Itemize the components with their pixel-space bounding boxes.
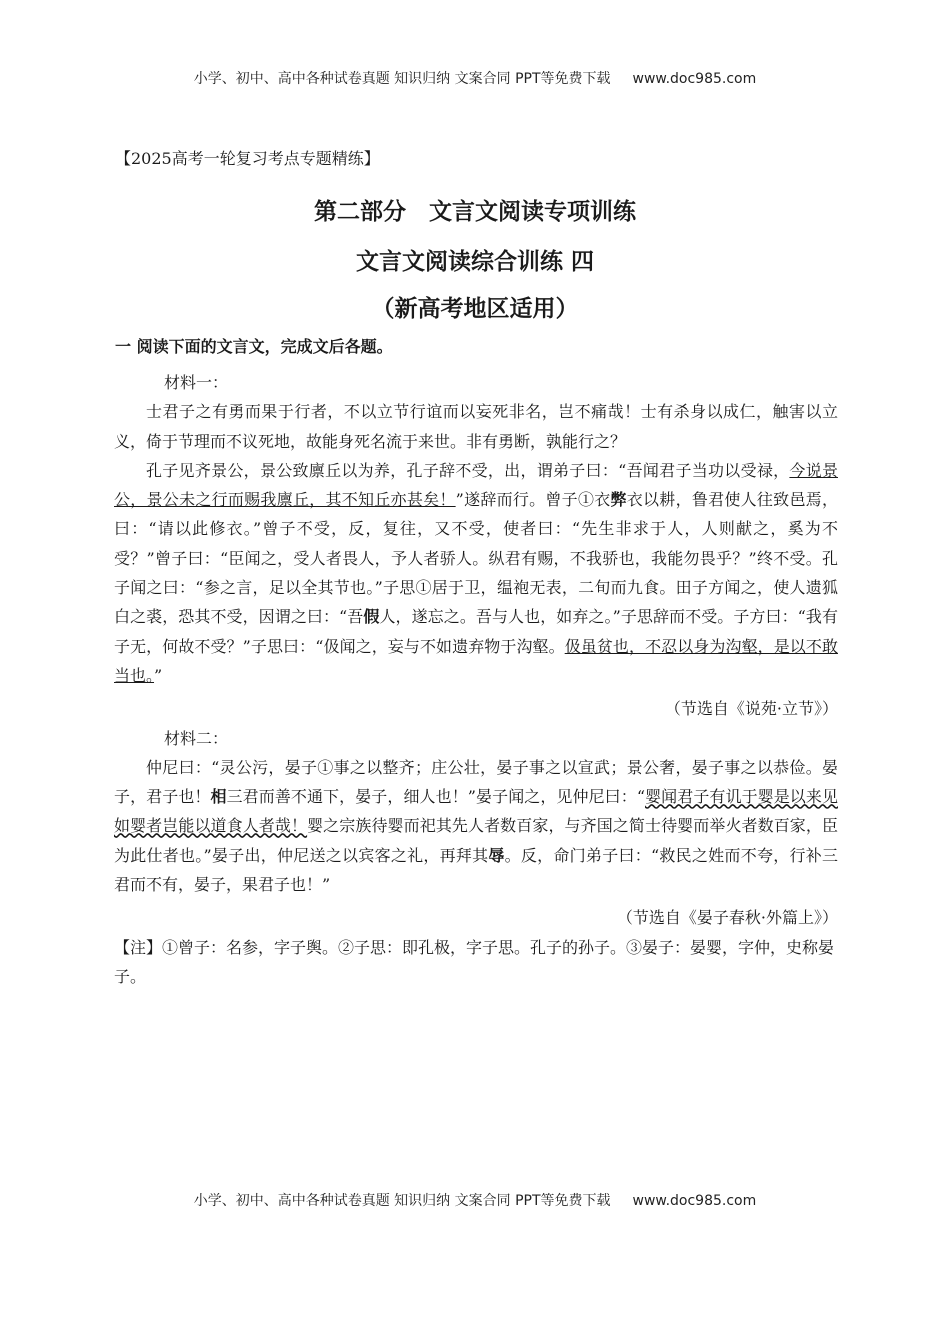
series-label: 【2025高考一轮复习考点专题精练】	[115, 149, 380, 168]
page-footer	[0, 1190, 950, 1210]
dotted-word-jia: 假	[363, 607, 380, 627]
annotation-note: 【注】①曾子：名参，字子舆。②子思：即孔极，字子思。孔子的孙子。③晏子：晏婴，字仲，史称晏子。	[114, 937, 835, 986]
region-subtitle: （新高考地区适用）	[371, 296, 579, 322]
page-header	[0, 68, 950, 88]
footer-url[interactable]: www.doc985.com	[632, 1193, 757, 1209]
wavy-underlined-sentence: 婴闻君子有讥于婴是以来见如婴者岂能以道食人者哉！	[114, 787, 838, 836]
material-1-source: （节选自《说苑·立节》）	[664, 699, 838, 719]
material-2-source: （节选自《晏子春秋·外篇上》）	[616, 908, 838, 928]
material-2-paragraph: 仲尼曰：“灵公污，晏子①事之以整齐；庄公壮，晏子事之以宣武；景公奢，晏子事之以恭俭。晏子，君子也！相三君而善不通下，晏子，细人也！”晏子闻之，见仲尼曰：“婴闻君子有讥于婴是以来见如婴者岂能以道食人者哉！婴之宗族待婴而祀其先人者数百家，与齐国之简士待婴而举火者数百家，臣为此仕者也。”晏子出，仲尼送之以宾客之礼，再拜其辱。反，命门弟子曰：“救民之姓而不夸，行补三君而不有，晏子，果君子也！”	[114, 757, 838, 895]
dotted-word-xiang: 相	[210, 787, 227, 807]
material-1-label: 材料一：	[164, 373, 229, 392]
underlined-sentence-1: 今说景公，景公未之行而赐我廪丘，其不知丘亦甚矣！	[114, 460, 838, 510]
material-2-label: 材料二：	[164, 728, 229, 748]
material-1-paragraph-1: 士君子之有勇而果于行者，不以立节行谊而以妄死非名，岂不痛哉！士有杀身以成仁，触害以立义，倚于节理而不议死地，故能身死名流于来世。非有勇断，孰能行之？	[114, 402, 838, 451]
training-title: 文言文阅读综合训练 四	[355, 249, 594, 275]
underlined-sentence-2: 伋虽贫也，不忍以身为沟壑，是以不敢当也。	[114, 636, 838, 685]
part-title: 第二部分 文言文阅读专项训练	[314, 199, 636, 225]
dotted-word-bi: 弊	[610, 490, 627, 510]
dotted-word-ru: 辱	[488, 845, 505, 865]
passage-body	[114, 368, 838, 991]
header-text: 小学、初中、高中各种试卷真题 知识归纳 文案合同 PPT等免费下载	[193, 71, 611, 87]
footer-text: 小学、初中、高中各种试卷真题 知识归纳 文案合同 PPT等免费下载	[193, 1193, 611, 1209]
material-1-paragraph-2: 孔子见齐景公，景公致廪丘以为养，孔子辞不受，出，谓弟子曰：“吾闻君子当功以受禄，今说景公，景公未之行而赐我廪丘，其不知丘亦甚矣！”遂辞而行。曾子①衣弊衣以耕，鲁君使人往致邑焉，曰：“请以此修衣。”曾子不受，反，复往，又不受，使者曰：“先生非求于人，人则献之，奚为不受？”曾子曰：“臣闻之，受人者畏人，予人者骄人。纵君有赐，不我骄也，我能勿畏乎？”终不受。孔子闻之曰：“参之言，足以全其节也。”子思①居于卫，缊袍无表，二旬而九食。田子方闻之，使人遗狐白之裘，恐其不受，因谓之曰：“吾假人，遂忘之。吾与人也，如弃之。”子思辞而不受。子方曰：“我有子无，何故不受？”子思曰：“伋闻之，妄与不如遗弃物于沟壑。伋虽贫也，不忍以身为沟壑，是以不敢当也。”	[114, 460, 838, 685]
header-url[interactable]: www.doc985.com	[632, 71, 757, 87]
question-instruction: 一 阅读下面的文言文，完成文后各题。	[115, 337, 393, 356]
